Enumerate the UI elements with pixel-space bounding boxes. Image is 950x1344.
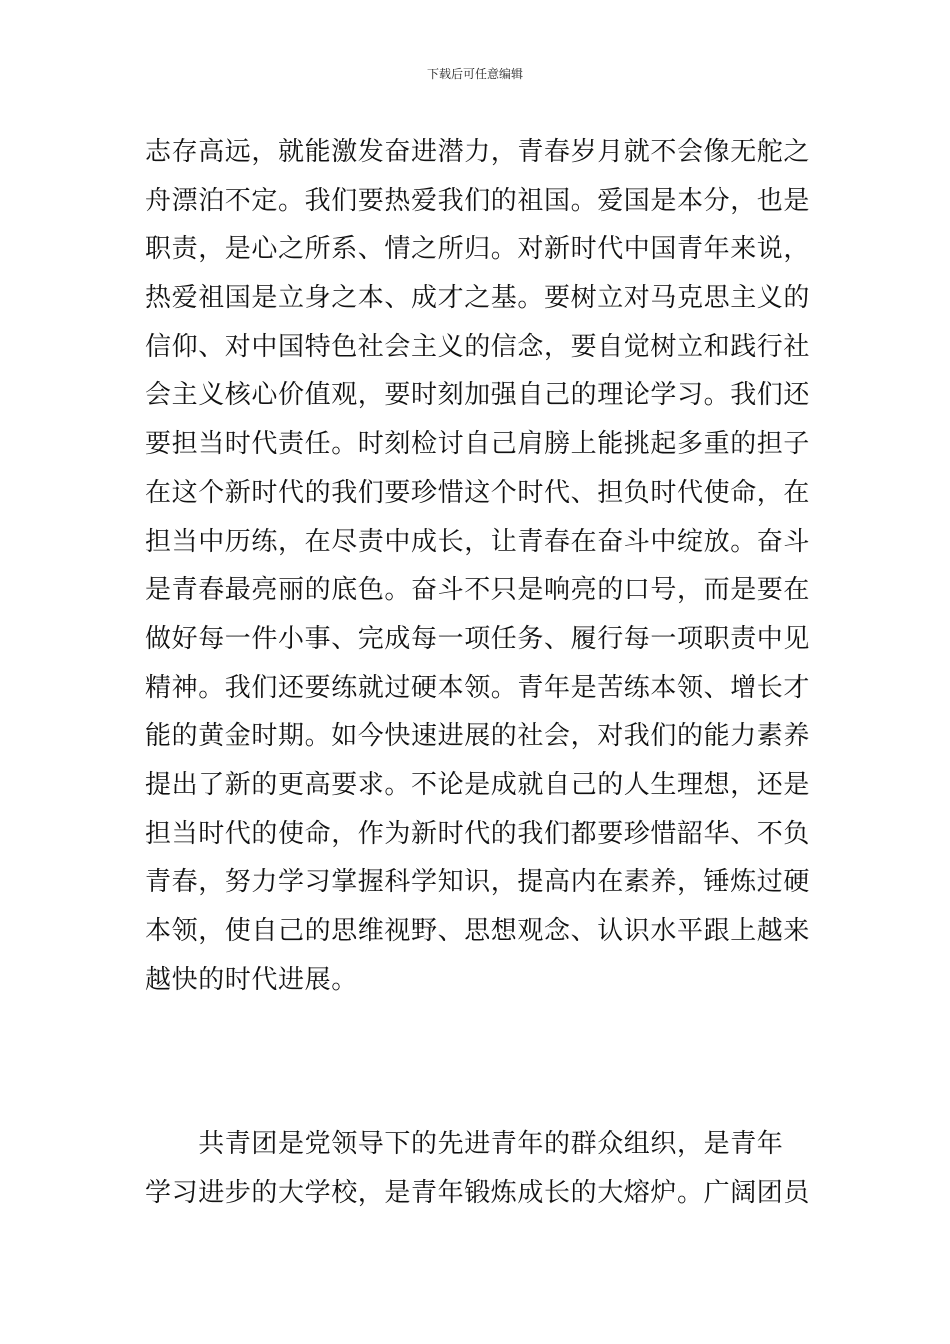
text-line: 职责，是心之所系、情之所归。对新时代中国青年来说，: [145, 234, 811, 265]
text-line: 担当中历练，在尽责中成长，让青春在奋斗中绽放。奋斗: [145, 526, 811, 557]
text-line: 在这个新时代的我们要珍惜这个时代、担负时代使命，在: [145, 477, 811, 508]
text-line: 本领，使自己的思维视野、思想观念、认识水平跟上越来: [145, 916, 811, 946]
text-line: 信仰、对中国特色社会主义的信念，要自觉树立和践行社: [145, 331, 811, 362]
text-line: 青春，努力学习掌握科学知识，提高内在素养，锤炼过硬: [145, 867, 811, 898]
text-line: 会主义核心价值观，要时刻加强自己的理论学习。我们还: [145, 380, 811, 411]
text-line: 越快的时代进展。: [145, 964, 358, 995]
text-line: 提出了新的更高要求。不论是成就自己的人生理想，还是: [145, 769, 811, 800]
text-line: 精神。我们还要练就过硬本领。青年是苦练本领、增长才: [145, 672, 811, 703]
text-line: 舟漂泊不定。我们要热爱我们的祖国。爱国是本分，也是: [145, 185, 811, 216]
text-line: 热爱祖国是立身之本、成才之基。要树立对马克思主义的: [145, 283, 811, 314]
text-line: 共青团是党领导下的先进青年的群众组织，是青年: [145, 1129, 784, 1159]
body-paragraph-1: [145, 128, 810, 1004]
text-line: 担当时代的使命，作为新时代的我们都要珍惜韶华、不负: [145, 818, 811, 849]
text-line: 是青春最亮丽的底色。奋斗不只是响亮的口号，而是要在: [145, 575, 811, 606]
text-line: 做好每一件小事、完成每一项任务、履行每一项职责中见: [145, 623, 811, 654]
text-line: 能的黄金时期。如今快速进展的社会，对我们的能力素养: [145, 721, 811, 752]
text-line: 要担当时代责任。时刻检讨自己肩膀上能挑起多重的担子: [145, 429, 811, 460]
page-header: 下载后可任意编辑: [426, 67, 523, 81]
text-line: 学习进步的大学校，是青年锻炼成长的大熔炉。广阔团员: [145, 1177, 811, 1208]
text-line: 志存高远，就能激发奋进潜力，青春岁月就不会像无舵之: [145, 137, 811, 167]
body-paragraph-2: [145, 1120, 810, 1217]
